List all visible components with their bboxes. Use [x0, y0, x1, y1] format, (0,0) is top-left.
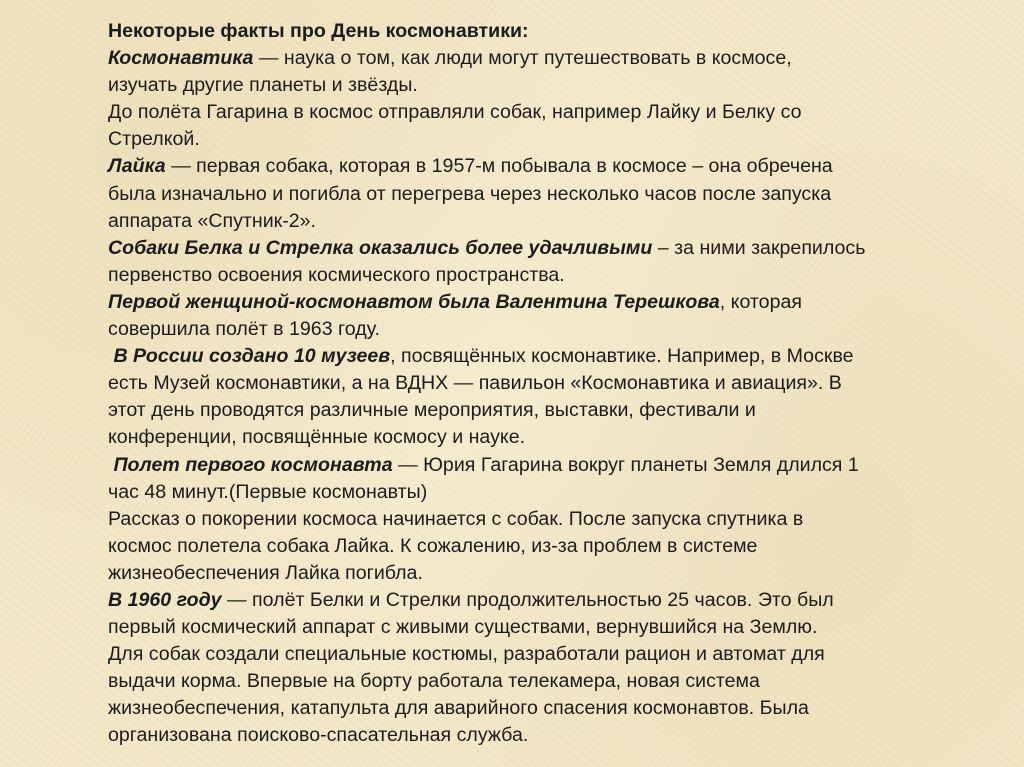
emphasis-text: Первой женщиной-космонавтом была Валентина Терешкова: [108, 290, 720, 313]
emphasis-text: Собаки Белка и Стрелка оказались более удачливыми: [108, 236, 653, 259]
text-line: [108, 45, 898, 72]
body-text: первый космический аппарат с живыми существами, вернувшийся на Землю.: [108, 616, 818, 639]
text-line: [108, 126, 898, 153]
text-line: [108, 181, 898, 208]
body-text: этот день проводятся различные мероприятия, выставки, фестивали и: [108, 399, 756, 422]
body-text: — первая собака, которая в 1957-м побывала в космосе – она обречена: [165, 155, 833, 178]
text-line: [108, 587, 898, 614]
text-line: [108, 316, 898, 343]
body-text: Стрелкой.: [108, 128, 200, 151]
text-line: [108, 397, 898, 424]
text-line: [108, 208, 898, 235]
body-text: , которая: [719, 290, 802, 313]
text-line: [108, 370, 898, 397]
text-line: [108, 452, 898, 479]
body-text: – за ними закрепилось: [652, 236, 866, 259]
body-text: есть Музей космонавтики, а на ВДНХ — павильон «Космонавтика и авиация». В: [108, 372, 842, 395]
text-line: [108, 289, 898, 316]
body-text: организована поисково-спасательная служба.: [108, 724, 529, 747]
body-text: выдачи корма. Впервые на борту работала телекамера, новая система: [108, 670, 760, 693]
body-text: — наука о том, как люди могут путешествовать в космосе,: [253, 47, 792, 70]
text-line: [108, 668, 898, 695]
text-line: [108, 695, 898, 722]
text-line: [108, 479, 898, 506]
body-text: была изначально и погибла от перегрева через несколько часов после запуска: [108, 182, 832, 205]
body-text: совершила полёт в 1963 году.: [108, 318, 380, 341]
text-line: [108, 235, 898, 262]
text-line: [108, 722, 898, 749]
body-text: До полёта Гагарина в космос отправляли собак, например Лайку и Белку со: [108, 101, 802, 124]
text-line: [108, 614, 898, 641]
body-text: первенство освоения космического пространства.: [108, 263, 565, 286]
body-text: — полёт Белки и Стрелки продолжительностью 25 часов. Это был: [221, 588, 834, 611]
body-text: космос полетела собака Лайка. К сожалению, из-за проблем в системе: [108, 534, 758, 557]
text-line: [108, 343, 898, 370]
emphasis-text: Космонавтика: [108, 47, 254, 70]
body-text: — Юрия Гагарина вокруг планеты Земля длился 1: [392, 453, 859, 476]
emphasis-text: В России создано 10 музеев: [113, 345, 391, 368]
text-line: [108, 424, 898, 451]
text-line: [108, 99, 898, 126]
text-line: [108, 560, 898, 587]
text-line: [108, 506, 898, 533]
slide-text-body: [108, 18, 898, 758]
body-text: час 48 минут.(Первые космонавты): [108, 480, 428, 503]
body-text: изучать другие планеты и звёзды.: [108, 74, 418, 97]
body-text: жизнеобеспечения, катапульта для аварийного спасения космонавтов. Была: [108, 697, 809, 720]
text-line: [108, 641, 898, 668]
emphasis-text: Лайка: [108, 155, 166, 178]
text-line: [108, 153, 898, 180]
text-line: [108, 533, 898, 560]
emphasis-text: Полет первого космонавта: [113, 453, 393, 476]
body-text: аппарата «Спутник-2».: [108, 209, 317, 232]
body-text: Рассказ о покорении космоса начинается с собак. После запуска спутника в: [108, 507, 804, 530]
text-line: [108, 72, 898, 99]
body-text: жизнеобеспечения Лайка погибла.: [108, 561, 423, 584]
body-text: , посвящённых космонавтике. Например, в Москве: [390, 345, 854, 368]
body-text: Для собак создали специальные костюмы, разработали рацион и автомат для: [108, 643, 825, 666]
emphasis-text: В 1960 году: [108, 588, 222, 611]
body-text: конференции, посвящённые космосу и науке.: [108, 426, 526, 449]
text-line: [108, 262, 898, 289]
slide-title: Некоторые факты про День космонавтики:: [108, 20, 529, 42]
text-lines: [108, 45, 898, 749]
